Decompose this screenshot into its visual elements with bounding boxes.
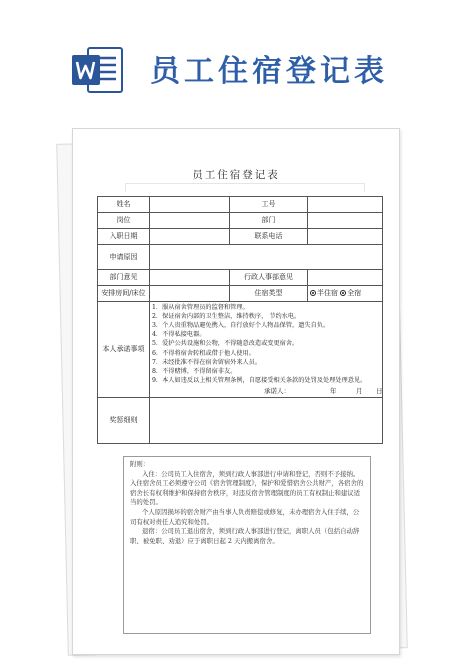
reward-field[interactable] bbox=[150, 398, 383, 444]
half-stay-radio[interactable] bbox=[310, 289, 338, 297]
document-page bbox=[72, 128, 400, 655]
full-stay-radio[interactable] bbox=[340, 289, 361, 297]
department-field[interactable] bbox=[308, 213, 383, 229]
signature-row bbox=[152, 386, 383, 397]
hire-date-label: 入职日期 bbox=[98, 229, 150, 245]
pledge-item: 1．服从宿舍管理员的监督和管理。 bbox=[152, 304, 249, 312]
notes-paragraph: 入住：公司员工入住宿舍，须到行政人事部进行申请和登记，否则不予接纳。入住宿舍员工必须遵守公司《宿舍管理制度》，保护和爱惜宿舍公共财产，各宿舍的宿舍长有权利维护和保持宿舍秩序，对违反宿舍管理制度的员工有权制止和建议适当的处罚。 bbox=[130, 469, 364, 507]
department-label: 部门 bbox=[230, 213, 308, 229]
full-stay-label: 全宿 bbox=[347, 289, 362, 298]
year-label: 年 bbox=[330, 386, 337, 395]
radio-dot-icon bbox=[310, 290, 316, 296]
pledge-item: 9．本人如违反以上相关管理条例，自愿接受相关条款的处罚及处理处理意见。 bbox=[152, 376, 367, 384]
radio-dot-icon bbox=[340, 290, 346, 296]
room-field[interactable] bbox=[150, 286, 230, 302]
title-band bbox=[125, 183, 365, 192]
pledge-label: 本人承诺事项 bbox=[98, 302, 150, 398]
type-label: 住宿类型 bbox=[230, 286, 308, 302]
notes-paragraph: 个人原因损坏的宿舍财产由当事人负责赔偿或修复，未办理宿舍入住手续，公司有权对责任人追究和处罚。 bbox=[130, 507, 360, 526]
notes-paragraph: 退宿：公司员工退出宿舍，须到行政人事部进行登记，离职人员（包括自动辞职、被免职、劝退）应于离职日起 2 天内搬离宿舍。 bbox=[130, 527, 360, 545]
hr-opinion-label: 行政人事部意见 bbox=[230, 270, 308, 286]
notes-title: 附则： bbox=[130, 460, 150, 468]
phone-field[interactable] bbox=[308, 229, 383, 245]
pledge-item: 5．爱护公共设施和公物，不得随意改造或变更宿舍。 bbox=[152, 340, 299, 348]
position-label: 岗位 bbox=[98, 213, 150, 229]
hr-opinion-field[interactable] bbox=[308, 270, 383, 286]
name-field[interactable] bbox=[150, 197, 230, 213]
room-label: 安排房间/床位 bbox=[98, 286, 150, 302]
notes-box bbox=[123, 456, 371, 634]
position-field[interactable] bbox=[150, 213, 230, 229]
pledge-item: 2．保证宿舍内部的卫生整洁，维持秩序， 节约水电。 bbox=[152, 313, 301, 321]
page-header bbox=[0, 0, 474, 120]
month-label: 月 bbox=[356, 386, 363, 395]
job-no-field[interactable] bbox=[308, 197, 383, 213]
signer-label: 承诺人： bbox=[264, 386, 290, 395]
dept-opinion-field[interactable] bbox=[150, 270, 230, 286]
half-stay-label: 半住宿 bbox=[317, 289, 338, 298]
pledge-item: 3．个人贵重物品避免携入，自行放好个人物品保管，遗失自负。 bbox=[152, 322, 330, 330]
name-label: 姓名 bbox=[98, 197, 150, 213]
day-label: 日 bbox=[376, 386, 383, 395]
page-title: 员工住宿登记表 bbox=[150, 54, 388, 89]
word-document-icon bbox=[70, 42, 126, 98]
registration-table bbox=[97, 196, 383, 444]
type-options bbox=[308, 286, 383, 302]
reward-label: 奖惩细则 bbox=[98, 398, 150, 444]
pledge-item: 7．未经批准不得在宿舍留宿外来人员。 bbox=[152, 358, 262, 366]
pledge-item: 8．不得赌博，不得留宿非友。 bbox=[152, 367, 237, 375]
pledge-cell bbox=[150, 302, 383, 398]
dept-opinion-label: 部门意见 bbox=[98, 270, 150, 286]
reason-label: 申请原因 bbox=[98, 245, 150, 270]
job-no-label: 工号 bbox=[230, 197, 308, 213]
pledge-item: 6．不得将宿舍转租或借于他人使用。 bbox=[152, 349, 255, 357]
hire-date-field[interactable] bbox=[150, 229, 230, 245]
pledge-list bbox=[152, 302, 380, 385]
document-title: 员工住宿登记表 bbox=[192, 169, 280, 181]
pledge-item: 4．不得私接电器。 bbox=[152, 331, 206, 339]
reason-field[interactable] bbox=[150, 245, 383, 270]
phone-label: 联系电话 bbox=[230, 229, 308, 245]
